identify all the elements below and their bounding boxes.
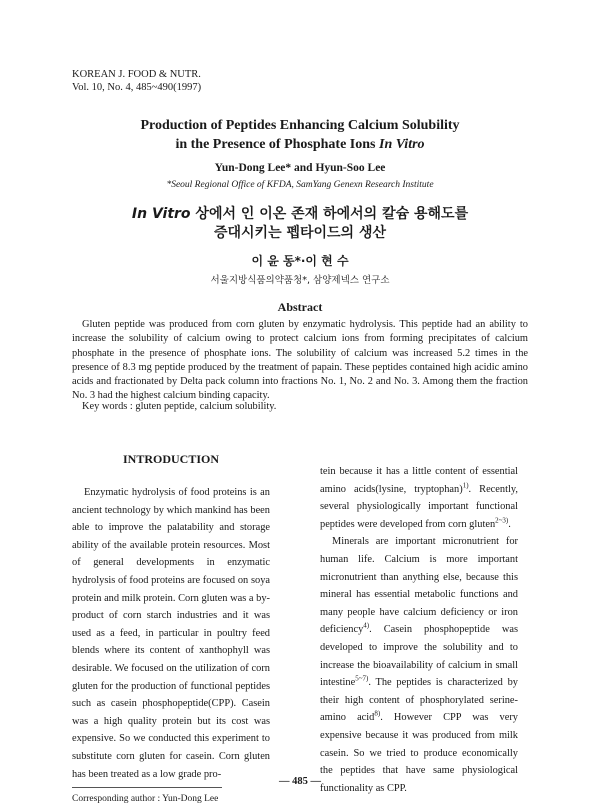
corresponding-author: Corresponding author : Yun-Dong Lee [72,794,219,804]
text-segment: . The peptides is characterized by their high content of phosphorylated serine-amino acid [320,677,518,724]
title-line2-prefix: in the Presence of Phosphate Ions [175,137,379,152]
affiliation: *Seoul Regional Office of KFDA, SamYang Genexn Research Institute [166,180,434,190]
footnote-divider [72,787,222,788]
korean-title-line1 [0,205,600,224]
title-line2 [0,135,600,154]
reference: 2~3) [495,516,509,525]
authors: Yun-Dong Lee* and Hyun-Soo Lee [214,162,386,174]
title-line1: Production of Peptides Enhancing Calcium Solubility [140,118,460,133]
introduction-heading: INTRODUCTION [122,452,219,466]
reference: 8) [374,709,381,718]
reference: 5~7) [355,674,369,683]
text-segment: Minerals are important micronutrient for human life. Calcium is more important micronutrient than anything else, because this mineral has essential metabolic functions and many people have calcium deficiency or iron deficiency [320,536,518,636]
text-segment: . However CPP was very expensive because it was produced from milk casein. So we tried to produce economically the peptides that have same physiological functionality as CPP. [320,712,518,794]
reference: 4) [363,621,370,630]
journal-volume: Vol. 10, No. 4, 485~490(1997) [72,82,202,93]
korean-title-line2: 증대시키는 펩타이드의 생산 [213,225,387,241]
journal-name: KOREAN J. FOOD & NUTR. [72,69,201,80]
right-column [320,463,518,797]
korean-title-rest: 상에서 인 이온 존재 하에서의 칼슘 용해도를 [190,206,469,222]
keywords: Key words : gluten peptide, calcium solubility. [82,401,277,412]
intro-paragraph-2 [320,533,518,797]
text-segment: . Recently, several physiologically important functional peptides were developed from corn gluten [320,483,518,530]
page-number: — 485 — [279,776,321,787]
journal-header [72,68,201,94]
korean-title [0,205,600,243]
korean-affiliation: 서울지방식품의약품청*, 삼양제넥스 연구소 [210,275,390,286]
text-segment: tein because it has a little content of essential amino acids(lysine, tryptophan) [320,466,518,495]
title-line2-italic: In Vitro [379,137,425,152]
text-segment: . Casein phosphopeptide was developed to improve the solubility and to increase the bioavailability of calcium in small intestine [320,624,518,689]
paper-title [0,116,600,154]
korean-authors: 이 윤 동*·이 현 수 [251,254,349,268]
text-segment: . [508,518,511,530]
intro-paragraph-1-continued [320,463,518,533]
intro-paragraph-1: Enzymatic hydrolysis of food proteins is an ancient technology by which mankind has been able to improve the palatability and storage ability of the available protein resources. Most of general developments in enzymatic hydrolysis of food proteins are focused on soya protein and milk protein. Corn gluten was a by-product of corn starch industries and it was used as a feed, in particular in poultry feed blends where its content of xanthophyll was desirable. We focused on the utilization of corn gluten for the production of functional peptides such as casein phosphopeptide(CPP). Casein was a high quality protein but its cost was expensive. So we conducted this experiment to substitute corn gluten for casein. Corn gluten has been treated as a low grade pro- [72,487,270,780]
reference: 1) [462,481,469,490]
left-column [72,484,270,783]
abstract-heading: Abstract [277,300,323,314]
abstract-text: Gluten peptide was produced from corn gluten by enzymatic hydrolysis. This peptide had an ability to increase the solubility of calcium owing to protect calcium ions from forming precipitates of calcium phosphate in the presence of phosphate ions. The solubility of calcium was increased 5.2 times in the presence of 8.3 mg peptide produced by the treatment of papain. These peptides contained high acidic amino acids and fractionated by Delta pack column into fractions No. 1, No. 2 and No. 3. Among them the fraction No. 3 had the highest calcium binding capacity. [72,319,528,402]
korean-title-italic: In Vitro [131,206,191,222]
